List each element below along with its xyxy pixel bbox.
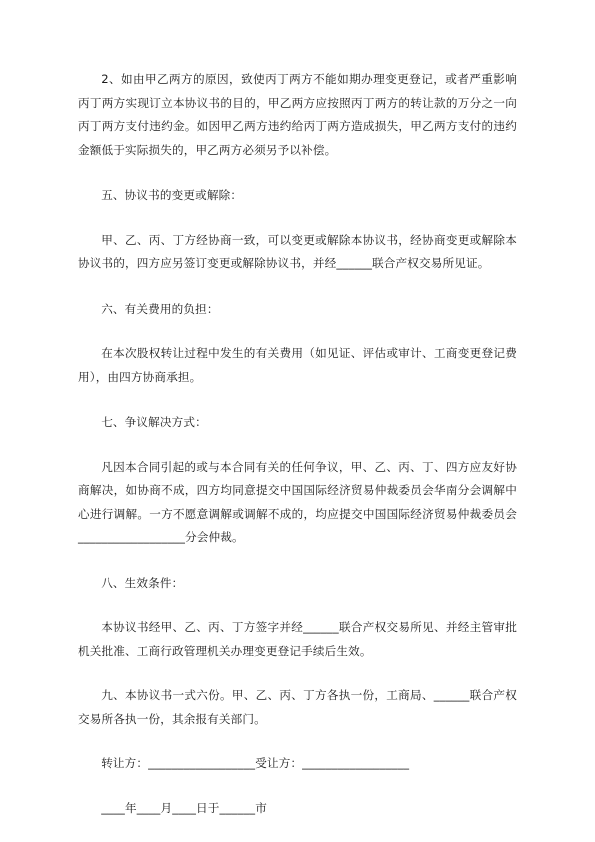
spacer xyxy=(78,731,517,752)
clause-2-paragraph: 2、如由甲乙两方的原因，致使丙丁两方不能如期办理变更登记，或者严重影响丙丁两方实现订立本协议书的目的，甲乙两方应按照丙丁两方的转让款的万分之一向丙丁两方支付违约金。如因甲乙两方违约给丙丁两方造成损失，甲乙两方支付的违约金额低于实际损失的，甲乙两方必须另予以补偿。 xyxy=(78,72,517,157)
section-7-body: 凡因本合同引起的或与本合同有关的任何争议，甲、乙、丙、丁、四方应友好协商解决，如协商不成，四方均同意提交中国国际经济贸易仲裁委员会华南分会调解中心进行调解。一方不愿意调解或调解不成的，均应提交中国国际经济贸易仲裁委员会__________________分会仲裁。 xyxy=(78,459,517,544)
spacer xyxy=(78,595,517,616)
spacer xyxy=(78,663,517,684)
spacer xyxy=(78,208,517,229)
section-5-heading: 五、协议书的变更或解除： xyxy=(101,188,243,202)
section-9-body: 九、本协议书一式六份。甲、乙、丙、丁方各执一份，工商局、______联合产权交易所各执一份，其余报有关部门。 xyxy=(78,688,517,726)
section-7-heading: 七、争议解决方式： xyxy=(101,415,207,429)
section-6-heading: 六、有关费用的负担： xyxy=(101,301,219,316)
section-6-body: 在本次股权转让过程中发生的有关费用（如见证、评估或审计、工商变更登记费用），由四方协商承担。 xyxy=(78,346,517,384)
spacer xyxy=(78,435,517,456)
section-8-heading: 八、生效条件： xyxy=(101,575,184,590)
spacer xyxy=(78,550,517,572)
spacer xyxy=(78,776,517,797)
spacer xyxy=(78,276,517,298)
signature-line: 转让方：__________________受让方：__________________ xyxy=(101,756,410,770)
section-5-body: 甲、乙、丙、丁方经协商一致，可以变更或解除本协议书，经协商变更或解除本协议书的，四方应另签订变更或解除协议书，并经______联合产权交易所见证。 xyxy=(78,232,517,270)
spacer xyxy=(78,162,517,184)
signature-date-line: ____年____月____日于______市 xyxy=(101,800,267,815)
spacer xyxy=(78,321,517,342)
section-8-body: 本协议书经甲、乙、丙、丁方签字并经______联合产权交易所见、并经主管审批机关批准、工商行政管理机关办理变更登记手续后生效。 xyxy=(78,620,517,658)
spacer xyxy=(78,389,517,411)
